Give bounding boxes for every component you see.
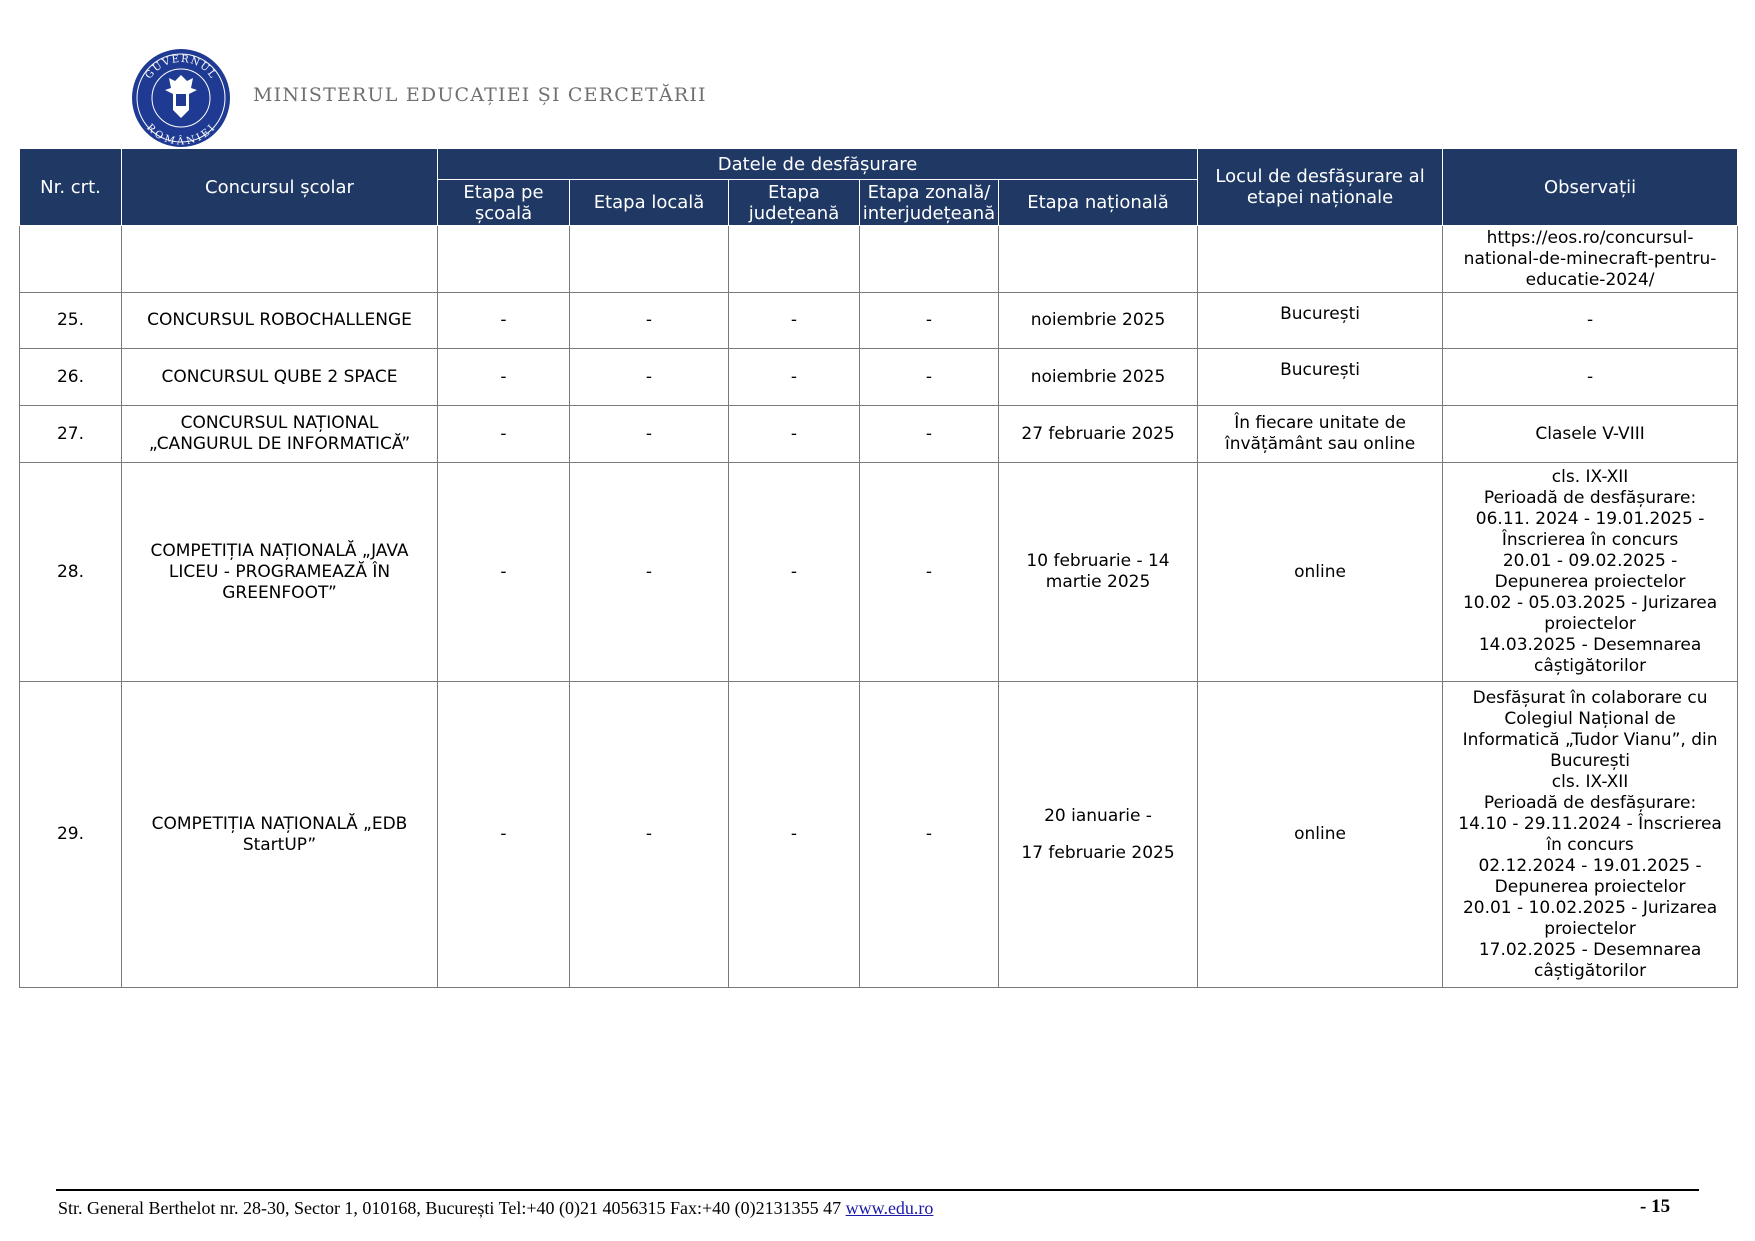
cell-etapa-zonala: -: [860, 463, 999, 682]
cell-etapa-nationala: 27 februarie 2025: [999, 406, 1198, 463]
header-locul: Locul de desfășurare al etapei naționale: [1198, 149, 1443, 226]
cell-etapa-locala: -: [570, 682, 729, 988]
cell-etapa-scoala: -: [438, 682, 570, 988]
header-nr: Nr. crt.: [20, 149, 122, 226]
cell-locul: online: [1198, 463, 1443, 682]
header-etapa-scoala: Etapa pe școală: [438, 180, 570, 226]
cell-etapa-scoala: -: [438, 463, 570, 682]
header-concurs: Concursul școlar: [122, 149, 438, 226]
cell-etapa-locala: -: [570, 349, 729, 406]
cell-etapa-scoala: -: [438, 406, 570, 463]
table-row: [20, 406, 1738, 463]
observatii-link-text: https://eos.ro/concursul-: [1486, 227, 1694, 248]
cell-etapa-zonala: -: [860, 293, 999, 349]
cell-concurs: CONCURSUL ROBOCHALLENGE: [122, 293, 438, 349]
cell-etapa-scoala: -: [438, 293, 570, 349]
cell-etapa-judeteana: -: [729, 293, 860, 349]
cell-observatii: Clasele V-VIII: [1443, 406, 1738, 463]
cell-etapa-judeteana: -: [729, 682, 860, 988]
table-row: [20, 349, 1738, 406]
table-row: [20, 293, 1738, 349]
table-row: [20, 463, 1738, 682]
cell-etapa-locala: -: [570, 293, 729, 349]
cell-concurs: COMPETIȚIA NAȚIONALĂ „JAVA LICEU - PROGRAMEAZĂ ÎN GREENFOOT”: [122, 463, 438, 682]
page-number: - 15: [1640, 1196, 1671, 1217]
footer-website-link[interactable]: www.edu.ro: [845, 1198, 934, 1218]
cell-observatii: -: [1443, 293, 1738, 349]
table-row: [20, 682, 1738, 988]
cell-nr: 26.: [20, 349, 122, 406]
cell-etapa-zonala: -: [860, 349, 999, 406]
cell-etapa-judeteana: -: [729, 406, 860, 463]
cell-locul: În fiecare unitate de învățământ sau online: [1198, 406, 1443, 463]
cell-etapa-nationala: noiembrie 2025: [999, 349, 1198, 406]
government-seal-logo: [131, 48, 231, 148]
cell-nr: 29.: [20, 682, 122, 988]
footer-address: Str. General Berthelot nr. 28-30, Sector 1, 010168, București Tel:+40 (0)21 4056315 Fax:+40 (0)2131355 47 www.edu.ro: [58, 1198, 934, 1218]
ministry-title: MINISTERUL EDUCAȚIEI ȘI CERCETĂRII: [253, 84, 707, 106]
svg-text:GUVERNUL: GUVERNUL: [143, 53, 219, 82]
cell-nr: 25.: [20, 293, 122, 349]
header-etapa-judeteana: Etapa județeană: [729, 180, 860, 226]
header-etapa-locala: Etapa locală: [570, 180, 729, 226]
cell-etapa-judeteana: -: [729, 463, 860, 682]
cell-concurs: CONCURSUL QUBE 2 SPACE: [122, 349, 438, 406]
cell-observatii: cls. IX-XII Perioadă de desfășurare: 06.11. 2024 - 19.01.2025 - Înscrierea în concurs 20.01 - 09.02.2025 - Depunerea proiectelor 10.02 - 05.03.2025 - Jurizarea proiectelor 14.03.2025 - Desemnarea câștigătorilor: [1443, 463, 1738, 682]
header-etapa-zonala: Etapa zonală/ interjudețeană: [860, 180, 999, 226]
cell-etapa-locala: -: [570, 406, 729, 463]
cell-locul: București: [1198, 349, 1443, 406]
cell-nr: 27.: [20, 406, 122, 463]
cell-etapa-locala: -: [570, 463, 729, 682]
cell-etapa-nationala: 20 ianuarie - 17 februarie 2025: [999, 682, 1198, 988]
cell-observatii: Desfășurat în colaborare cu Colegiul Național de Informatică „Tudor Vianu”, din București cls. IX-XII Perioadă de desfășurare: 14.10 - 29.11.2024 - Înscrierea în concurs 02.12.2024 - 19.01.2025 - Depunerea proiectelor 20.01 - 10.02.2025 - Jurizarea proiectelor 17.02.2025 - Desemnarea câștigătorilor: [1443, 682, 1738, 988]
header-datele: Datele de desfășurare: [438, 149, 1198, 180]
cell-locul: online: [1198, 682, 1443, 988]
header-etapa-nationala: Etapa națională: [999, 180, 1198, 226]
cell-observatii: https://eos.ro/concursul- national-de-minecraft-pentru- educatie-2024/: [1443, 226, 1738, 293]
contests-table: [19, 148, 1738, 988]
cell-etapa-scoala: -: [438, 349, 570, 406]
table-row-continuation: [20, 226, 1738, 293]
cell-concurs: CONCURSUL NAȚIONAL „CANGURUL DE INFORMATICĂ”: [122, 406, 438, 463]
cell-etapa-zonala: -: [860, 682, 999, 988]
cell-locul: București: [1198, 293, 1443, 349]
cell-observatii: -: [1443, 349, 1738, 406]
cell-concurs: COMPETIȚIA NAȚIONALĂ „EDB StartUP”: [122, 682, 438, 988]
cell-etapa-zonala: -: [860, 406, 999, 463]
cell-nr: 28.: [20, 463, 122, 682]
footer-divider: [56, 1189, 1699, 1191]
cell-etapa-nationala: noiembrie 2025: [999, 293, 1198, 349]
svg-text:ROMÂNIEI: ROMÂNIEI: [144, 122, 219, 148]
cell-etapa-judeteana: -: [729, 349, 860, 406]
cell-etapa-nationala: 10 februarie - 14 martie 2025: [999, 463, 1198, 682]
header-observatii: Observații: [1443, 149, 1738, 226]
